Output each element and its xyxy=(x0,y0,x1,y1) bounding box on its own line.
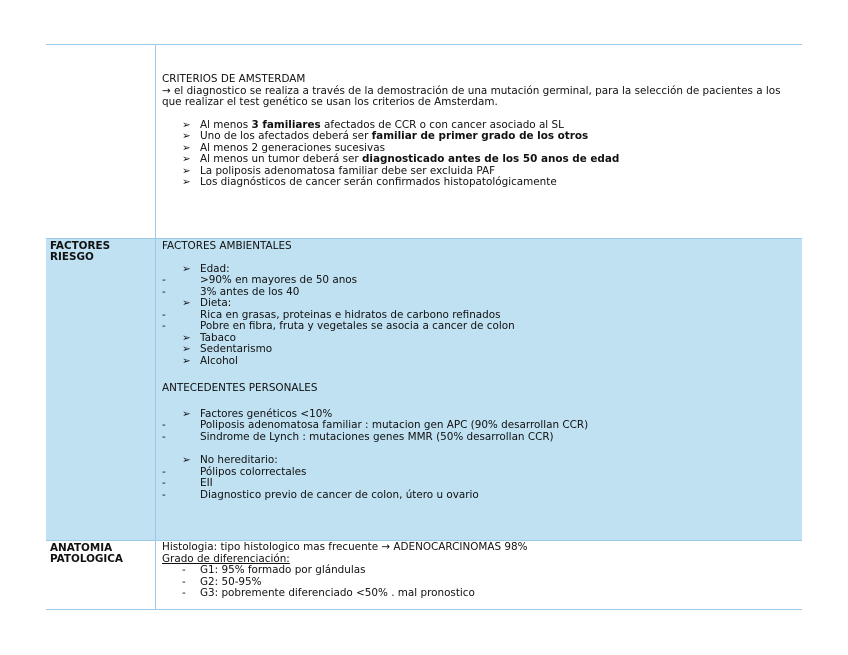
factores-label: FACTORES RIESGO xyxy=(46,239,156,540)
list-item: - G2: 50-95% xyxy=(182,575,262,588)
amsterdam-intro: → el diagnostico se realiza a través de la demostración de una mutación germinal, para la selección de pacientes a los que realizar el test genético se usan los criterios de Amsterdam. xyxy=(162,84,781,108)
list-item: - Poliposis adenomatosa familiar : mutacion gen APC (90% desarrollan CCR) xyxy=(162,419,589,431)
amsterdam-criteria-list xyxy=(162,120,798,189)
list-item: ➢ Dieta: xyxy=(182,297,232,309)
anatomia-row xyxy=(46,540,802,610)
list-item: - Rica en grasas, proteinas e hidratos de carbono refinados xyxy=(162,308,501,321)
list-item: - Pobre en fibra, fruta y vegetales se asocia a cancer de colon xyxy=(162,320,515,332)
list-item: - >90% en mayores de 50 anos xyxy=(162,274,358,286)
amsterdam-label-cell xyxy=(46,45,156,238)
amsterdam-row xyxy=(46,44,802,238)
list-item: ➢ Uno de los afectados deberá ser familiar de primer grado de los otros xyxy=(182,130,589,142)
list-item: ➢ La poliposis adenomatosa familiar debe ser excluida PAF xyxy=(182,164,496,177)
list-item: - EII xyxy=(162,477,213,489)
list-item: - Pólipos colorrectales xyxy=(162,465,307,478)
list-item: ➢ No hereditario: xyxy=(182,454,278,466)
anatomia-label: ANATOMIA PATOLOGICA xyxy=(46,541,156,609)
list-item: ➢ Al menos un tumor deberá ser diagnosticado antes de los 50 anos de edad xyxy=(182,153,620,165)
document-table xyxy=(46,44,802,610)
list-item: - G3: pobremente diferenciado <50% . mal pronostico xyxy=(182,587,475,599)
grado-heading: Grado de diferenciación: xyxy=(162,552,290,565)
list-item: ➢ Los diagnósticos de cancer serán confirmados histopatológicamente xyxy=(182,176,557,188)
anatomia-content-cell xyxy=(156,541,802,609)
list-item: - Sindrome de Lynch : mutaciones genes MMR (50% desarrollan CCR) xyxy=(162,430,554,443)
list-item: - 3% antes de los 40 xyxy=(162,285,300,298)
amsterdam-title: CRITERIOS DE AMSTERDAM xyxy=(162,73,306,85)
histologia-text: Histologia: tipo histologico mas frecuente → ADENOCARCINOMAS 98% xyxy=(162,541,528,553)
personales-title: ANTECEDENTES PERSONALES xyxy=(162,382,318,394)
list-item: ➢ Edad: xyxy=(182,262,230,275)
factores-row xyxy=(46,238,802,540)
factores-content-cell xyxy=(156,239,802,540)
ambientales-title: FACTORES AMBIENTALES xyxy=(162,240,292,252)
list-item: ➢ Al menos 3 familiares afectados de CCR o con cancer asociado al SL xyxy=(182,118,564,131)
list-item: ➢ Tabaco xyxy=(182,331,237,344)
amsterdam-content-cell xyxy=(156,45,802,238)
list-item: ➢ Al menos 2 generaciones sucesivas xyxy=(182,141,385,154)
list-item: - G1: 95% formado por glándulas xyxy=(182,564,366,576)
list-item: ➢ Sedentarismo xyxy=(182,343,273,355)
list-item: ➢ Factores genéticos <10% xyxy=(182,407,333,420)
list-item: ➢ Alcohol xyxy=(182,354,238,367)
list-item: - Diagnostico previo de cancer de colon, útero u ovario xyxy=(162,488,479,501)
